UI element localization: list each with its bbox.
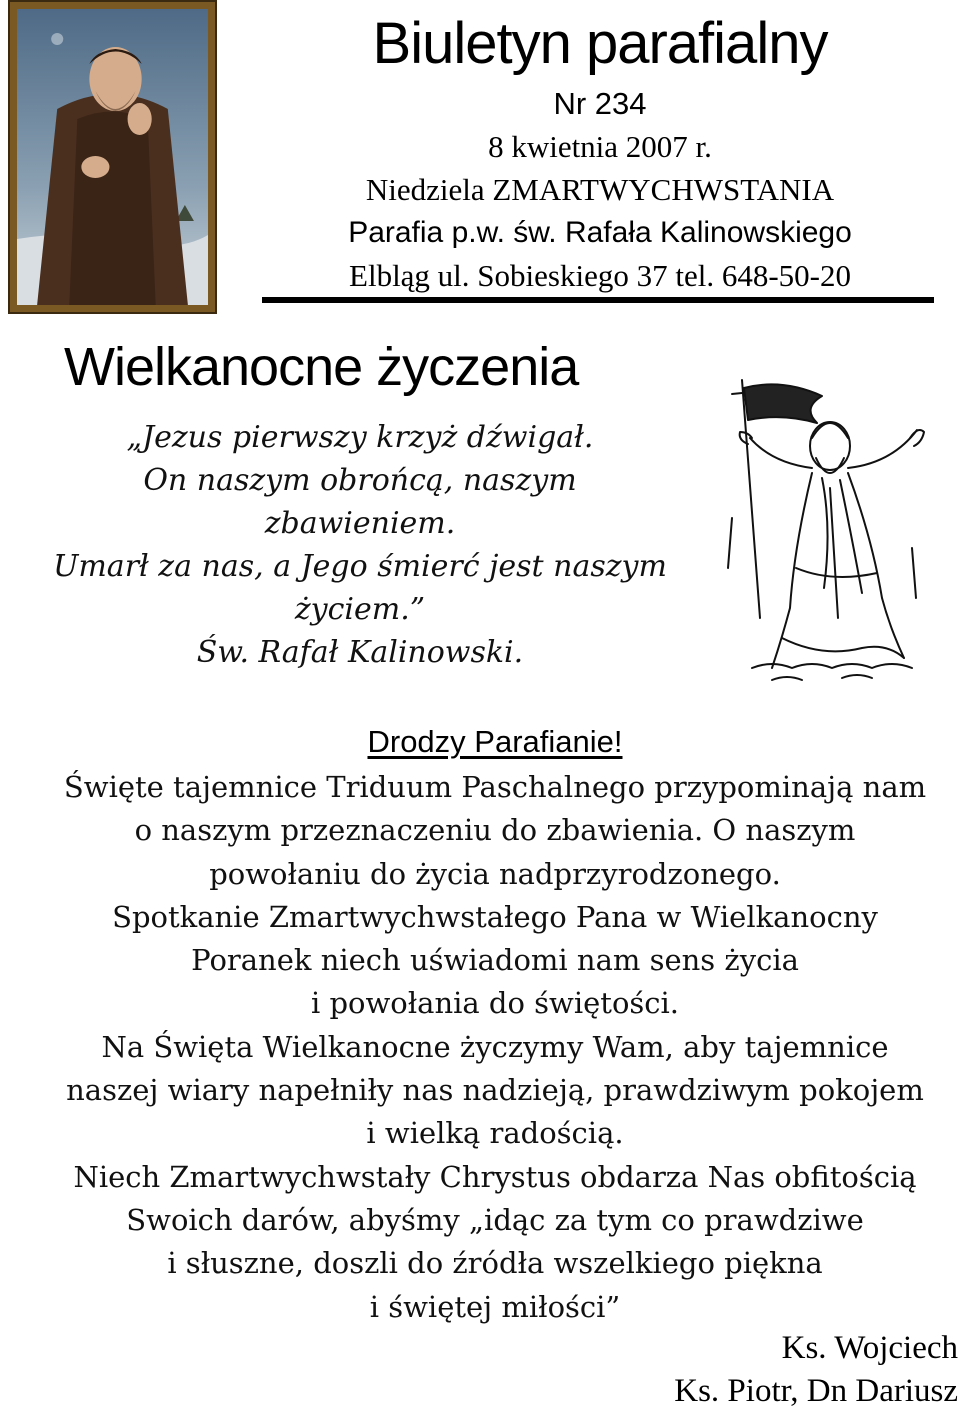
letter-line: Niech Zmartwychwstały Chrystus obdarza Nas obfitością [73, 1159, 917, 1194]
header-divider [262, 297, 934, 303]
parish-address: Elbląg ul. Sobieskiego 37 tel. 648-50-20 [349, 258, 851, 293]
sunday-name: Niedziela ZMARTWYCHWSTANIA [365, 172, 835, 207]
quote-line: Św. Rafał Kalinowski. [196, 635, 524, 670]
letter-body [10, 766, 960, 1329]
letter-greeting: Drodzy Parafianie! [367, 724, 623, 759]
saint-portrait-icon [10, 2, 215, 312]
letter-line: Na Święta Wielkanocne życzymy Wam, aby tajemnice [101, 1029, 889, 1064]
letter-line: i powołania do świętości. [310, 986, 680, 1021]
signature-priest-2: Ks. Piotr, Dn Dariusz [674, 1373, 958, 1409]
letter-line: powołaniu do życia nadprzyrodzonego. [209, 856, 781, 891]
quote-line: Umarł za nas, a Jego śmierć jest naszym [53, 549, 667, 584]
quote-line: On naszym obrońcą, naszym [143, 463, 577, 498]
letter-line: i słuszne, doszli do źródła wszelkiego piękna [167, 1246, 823, 1281]
quote-line: zbawieniem. [264, 506, 456, 541]
letter-line: Poranek niech uświadomi nam sens życia [191, 943, 799, 978]
letter-line: Swoich darów, abyśmy „idąc za tym co prawdziwe [126, 1202, 864, 1237]
letter-line: i świętej miłości” [369, 1289, 621, 1324]
letter-line: naszej wiary napełniły nas nadzieją, prawdziwym pokojem [66, 1073, 924, 1108]
issue-number: Nr 234 [553, 86, 647, 121]
issue-date: 8 kwietnia 2007 r. [488, 129, 712, 164]
section-heading: Wielkanocne życzenia [64, 337, 579, 397]
parish-name: Parafia p.w. św. Rafała Kalinowskiego [348, 216, 852, 249]
letter-line: i wielką radością. [366, 1116, 624, 1151]
letter-line: Spotkanie Zmartwychwstałego Pana w Wielkanocny [112, 899, 878, 934]
quote-line: życiem.” [294, 592, 426, 627]
letter-line: Święte tajemnice Triduum Paschalnego przypominają nam [63, 770, 927, 804]
signature-priest-1: Ks. Wojciech [781, 1330, 958, 1366]
bulletin-title: Biuletyn parafialny [372, 11, 828, 76]
letter-line: o naszym przeznaczeniu do zbawienia. O naszym [134, 813, 856, 848]
quote-line: „Jezus pierwszy krzyż dźwigał. [126, 420, 594, 455]
risen-christ-icon [712, 368, 952, 693]
saint-quote [30, 416, 690, 674]
